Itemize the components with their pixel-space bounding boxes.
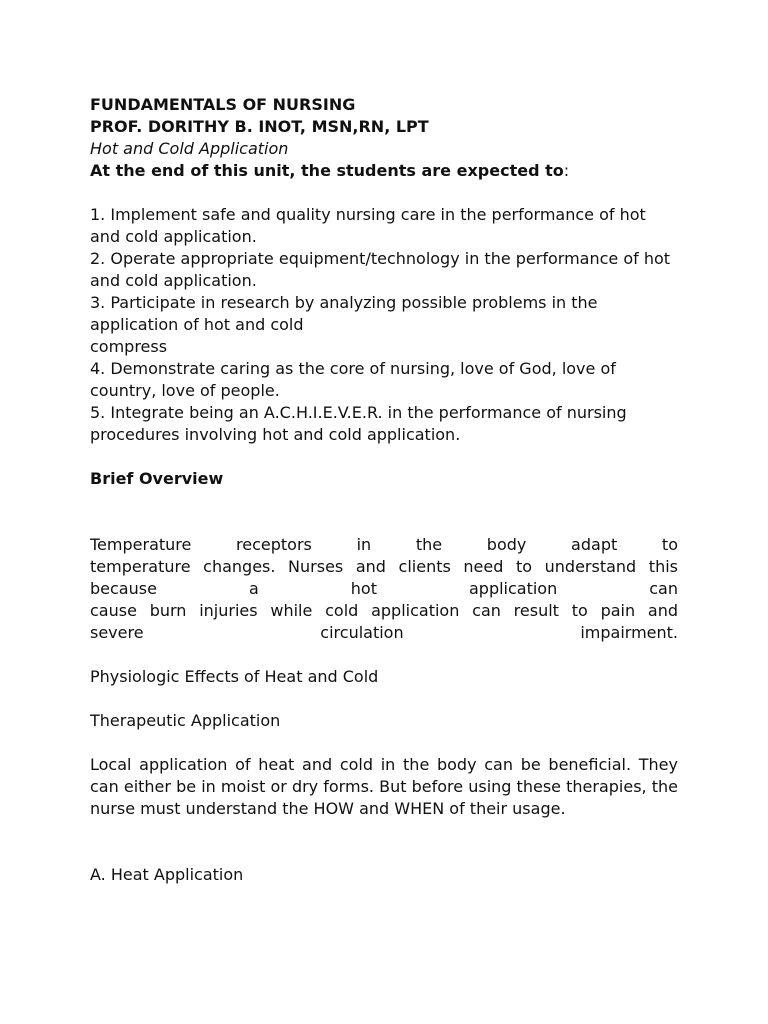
spacer xyxy=(90,820,678,864)
overview-line: Temperature receptors in the body adapt to xyxy=(90,535,678,554)
overview-paragraph xyxy=(90,534,678,644)
objective-item: 2. Operate appropriate equipment/technology in the performance of hot and cold application. xyxy=(90,249,671,290)
overview-heading: Brief Overview xyxy=(90,469,224,488)
objective-item: 4. Demonstrate caring as the core of nursing, love of God, love of country, love of people. xyxy=(90,359,616,400)
heat-application-heading: A. Heat Application xyxy=(90,865,244,884)
objective-item: 3. Participate in research by analyzing possible problems in the application of hot and cold xyxy=(90,293,598,334)
overview-line: cause burn injuries while cold application can result to pain and xyxy=(90,601,678,620)
spacer xyxy=(90,688,678,710)
objectives-list xyxy=(90,204,678,446)
physiologic-heading: Physiologic Effects of Heat and Cold xyxy=(90,667,379,686)
spacer xyxy=(90,490,678,534)
spacer xyxy=(90,446,678,468)
therapeutic-heading: Therapeutic Application xyxy=(90,711,281,730)
objective-item: 5. Integrate being an A.C.H.I.E.V.E.R. in the performance of nursing procedures involving hot and cold application. xyxy=(90,403,627,444)
objectives-intro-colon: : xyxy=(563,161,570,180)
objectives-intro xyxy=(90,160,678,182)
topic-title: Hot and Cold Application xyxy=(90,139,289,158)
spacer xyxy=(90,644,678,666)
overview-line: temperature changes. Nurses and clients need to understand this xyxy=(90,557,678,576)
professor-name: PROF. DORITHY B. INOT, MSN,RN, LPT xyxy=(90,117,429,136)
document-page xyxy=(90,94,678,886)
overview-line: severe circulation impairment. xyxy=(90,623,678,642)
objective-item: compress xyxy=(90,337,168,356)
objectives-intro-text: At the end of this unit, the students are expected to xyxy=(90,161,564,180)
course-title: FUNDAMENTALS OF NURSING xyxy=(90,95,356,114)
local-application-paragraph: Local application of heat and cold in the body can be beneficial. They can either be in moist or dry forms. But before using these therapies, the nurse must understand the HOW and WHEN of their usage. xyxy=(90,755,678,818)
overview-line: because a hot application can xyxy=(90,579,678,598)
spacer xyxy=(90,732,678,754)
spacer xyxy=(90,182,678,204)
objective-item: 1. Implement safe and quality nursing care in the performance of hot and cold application. xyxy=(90,205,646,246)
